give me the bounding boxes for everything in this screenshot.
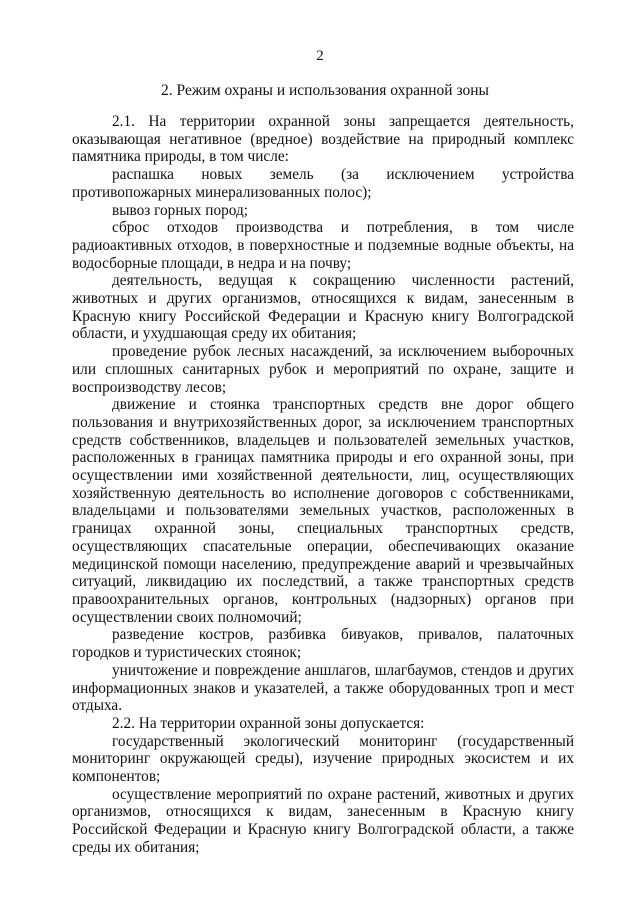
section-title: 2. Режим охраны и использования охранной зоны [161,82,489,99]
paragraph-plowing: распашка новых земель (за исключением устройства противопожарных минерализованных полос); [72,166,574,201]
paragraph-species-protection: осуществление мероприятий по охране растений, животных и других организмов, относящихся к видам, занесенным в Красную книгу Российской Федерации и Красную книгу Волгоградской области, а также среды их обитания; [72,785,574,856]
paragraph-species-reduction: деятельность, ведущая к сокращению численности растений, животных и других организмов, относящихся к видам, занесенным в Красную книгу Российской Федерации и Красную книгу Волгоградской области, и ухудшающая среду их обитания; [72,272,574,343]
paragraph-rock-removal: вывоз горных пород; [112,201,248,219]
paragraph-campfires: разведение костров, разбивка бивуаков, привалов, палаточных городков и туристических стоянок; [72,626,574,662]
page-number: 2 [316,48,324,64]
paragraph-2-1-intro: 2.1. На территории охранной зоны запрещается деятельность, оказывающая негативное (вредное) воздействие на природный комплекс памятника природы, в том числе: [72,113,574,166]
document-body [72,113,574,857]
paragraph-monitoring: государственный экологический мониторинг (государственный мониторинг окружающей среды), изучение природных экосистем и их компонентов; [72,732,574,786]
paragraph-waste-discharge: сброс отходов производства и потребления, в том числе радиоактивных отходов, в поверхностные и подземные водные объекты, на водосборные площади, в недра и на почву; [72,219,574,272]
paragraph-sign-damage: уничтожение и повреждение аншлагов, шлагбаумов, стендов и других информационных знаков и указателей, а также оборудованных троп и мест отдыха. [72,661,574,715]
paragraph-vehicle-movement: движение и стоянка транспортных средств вне дорог общего пользования и внутрихозяйственных дорог, за исключением транспортных средств собственников, владельцев и пользователей земельных участков, расположенных в границах памятника природы и его охранной зоны, при осуществлении ими хозяйственной деятельности, лиц, осуществляющих хозяйственную деятельность во исполнение договоров с собственниками, владельцами и пользователями земельных участков, расположенных в границах охранной зоны, специальных транспортных средств, осуществляющих спасательные операции, обеспечивающих оказание медицинской помощи населению, предупреждение аварий и чрезвычайных ситуаций, ликвидацию их последствий, а также транспортных средств правоохранительных органов, контрольных (надзорных) органов при осуществлении своих полномочий; [72,396,574,626]
paragraph-forest-felling: проведение рубок лесных насаждений, за исключением выборочных или сплошных санитарных рубок и мероприятий по охране, защите и воспроизводству лесов; [72,343,574,396]
paragraph-2-2-intro: 2.2. На территории охранной зоны допускается: [112,714,425,732]
